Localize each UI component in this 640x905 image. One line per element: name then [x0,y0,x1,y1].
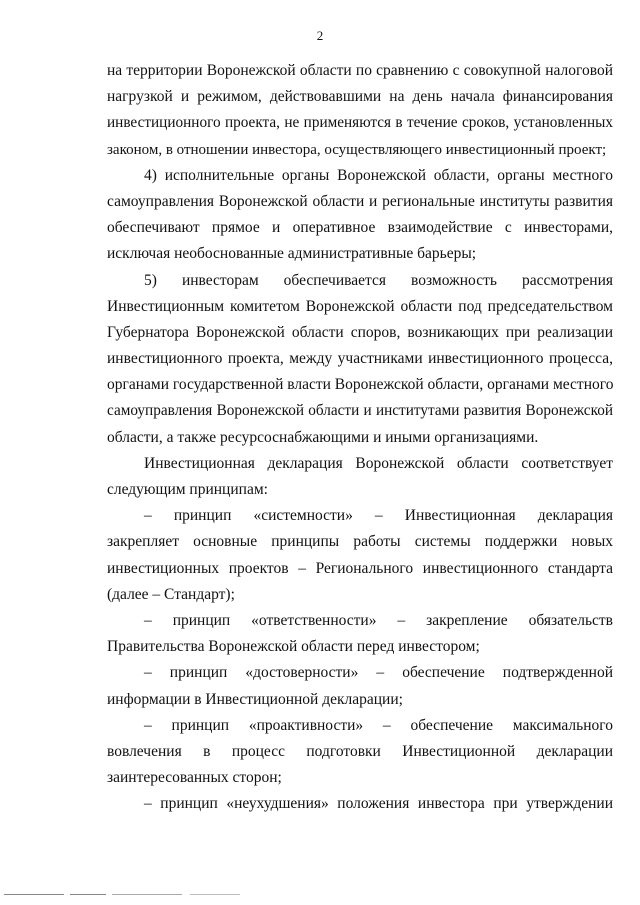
text-line: Инвестиционным комитетом Воронежской области под председательством [107,297,613,315]
text-line: Губернатора Воронежской области споров, возникающих при реализации [107,323,613,341]
text-line: Правительства Воронежской области перед инвестором; [107,638,480,656]
text-line: следующим принципам: [107,481,268,498]
text-line: органами государственной власти Воронежской области, органами местного [107,376,614,394]
text-line: – принцип «достоверности» – обеспечение подтвержденной [144,664,613,682]
text-line: области, а также ресурсоснабжающими и иными организациями. [107,428,539,446]
text-line: инвестиционных проектов – Регионального инвестиционного стандарта [107,559,613,577]
scan-edge-marks [0,893,640,896]
text-line: вовлечения в процесс подготовки Инвестиционной декларации [107,742,613,760]
text-line: обеспечивают прямое и оперативное взаимодействие с инвесторами, [107,219,613,237]
text-line: информации в Инвестиционной декларации; [107,690,403,708]
text-line: нагрузкой и режимом, действовавшими на день начала финансирования [107,88,613,106]
page-number: 2 [316,28,324,43]
text-line: – принцип «системности» – Инвестиционная декларация [144,507,613,525]
text-line: самоуправления Воронежской области и институтами развития Воронежской [107,402,613,420]
text-line: 5) инвесторам обеспечивается возможность рассмотрения [144,271,613,289]
text-line: – принцип «ответственности» – закрепление обязательств [144,611,613,629]
text-line: 4) исполнительные органы Воронежской области, органы местного [144,166,613,184]
text-line: (далее – Стандарт); [107,585,235,603]
text-line: инвестиционного проекта, не применяются в течение сроков, установленных [107,114,613,132]
text-line: на территории Воронежской области по сравнению с совокупной налоговой [107,62,613,79]
text-line: – принцип «проактивности» – обеспечение максимального [144,716,613,734]
text-line: – принцип «неухудшения» положения инвестора при утверждении [144,795,613,813]
text-line: законом, в отношении инвестора, осуществляющего инвестиционный проект; [107,141,607,158]
text-line: исключая необоснованные административные барьеры; [107,245,477,263]
text-line: инвестиционного проекта, между участниками инвестиционного процесса, [107,350,613,368]
text-line: закрепляет основные принципы работы системы поддержки новых [107,533,613,551]
text-line: Инвестиционная декларация Воронежской области соответствует [144,454,613,472]
text-line: самоуправления Воронежской области и региональные институты развития [107,192,613,210]
document-body [107,58,613,817]
text-line: заинтересованных сторон; [107,769,282,787]
